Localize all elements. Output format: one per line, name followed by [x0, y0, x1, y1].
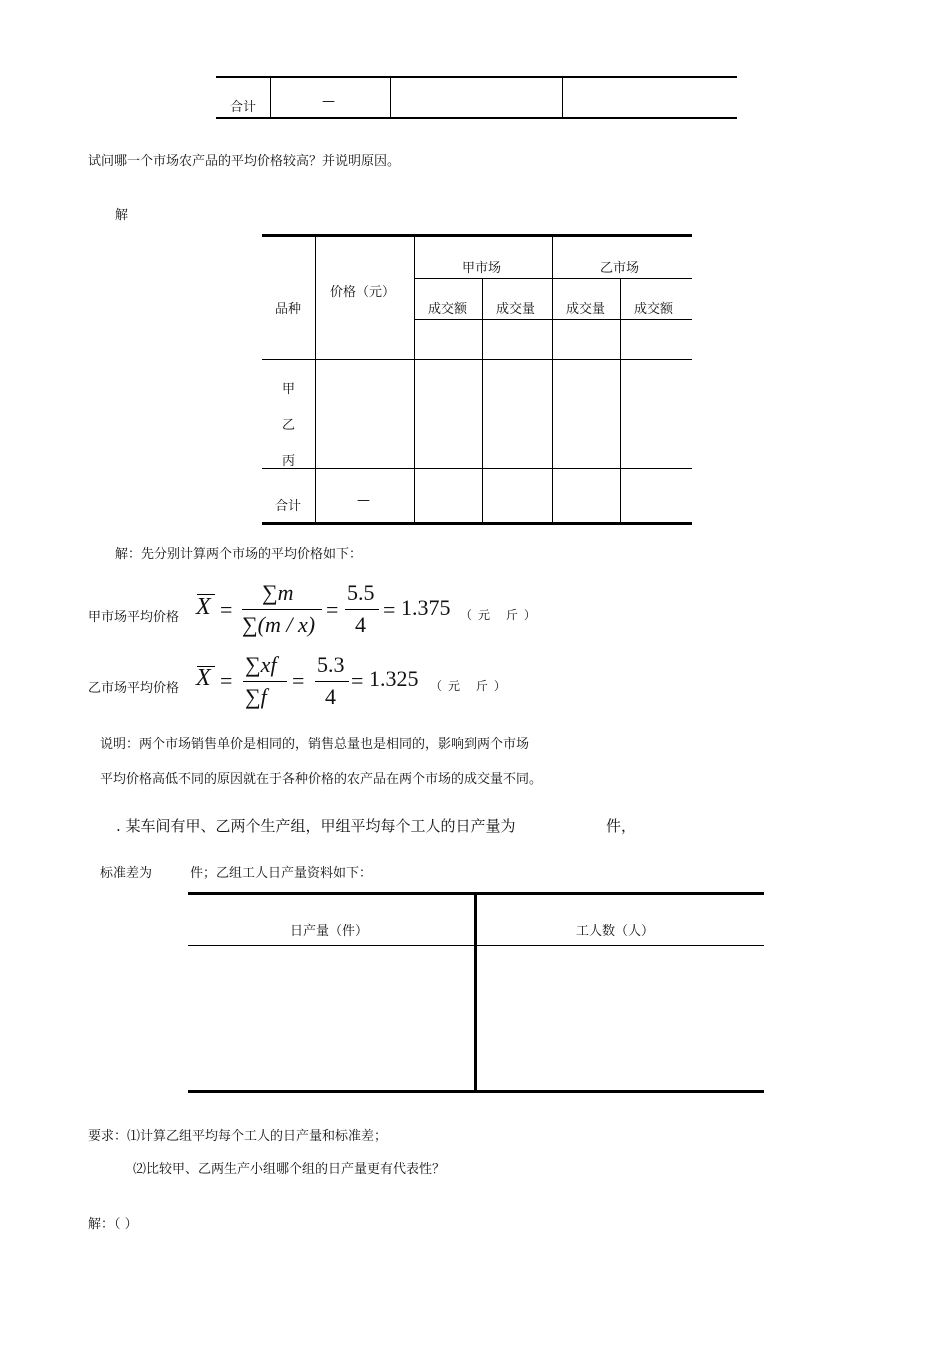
problem-line-2b: 件；乙组工人日产量资料如下： [190, 866, 373, 881]
formula-b-label: 乙市场平均价格 [88, 681, 180, 696]
row-label-yi: 乙 [282, 418, 296, 433]
table2-total-label: 合计 [275, 499, 302, 514]
header-b-volume: 成交量 [566, 302, 606, 317]
header-market-a: 甲市场 [462, 261, 502, 276]
row-label-jia: 甲 [282, 382, 296, 397]
header-b-amount: 成交额 [634, 302, 674, 317]
formula-a-result: 1.375 [401, 595, 451, 620]
explanation-line-1: 说明：两个市场销售单价是相同的，销售总量也是相同的，影响到两个市场 [100, 737, 530, 752]
header-a-amount: 成交额 [428, 302, 468, 317]
header-price: 价格（元） [330, 285, 396, 300]
header-market-b: 乙市场 [600, 261, 640, 276]
formula-b-unit: （元 斤） [430, 679, 512, 693]
solution-intro: 解：先分别计算两个市场的平均价格如下： [115, 547, 363, 562]
formula-b-num1: ∑xf [245, 652, 277, 677]
formula-a-xbar: X [196, 594, 211, 620]
formula-a-unit: （元 斤） [460, 608, 542, 622]
formula-b-den1: ∑f [245, 684, 267, 709]
answer-label: 解：（ ） [88, 1217, 138, 1232]
requirement-1: 要求：⑴计算乙组平均每个工人的日产量和标准差； [88, 1129, 388, 1144]
solution-label: 解 [115, 208, 129, 223]
formula-a-den1: ∑(m / x) [242, 612, 316, 637]
header-worker-count: 工人数（人） [576, 924, 655, 939]
formula-b-xbar: X [196, 665, 211, 691]
header-daily-output: 日产量（件） [290, 924, 369, 939]
header-a-volume: 成交量 [496, 302, 536, 317]
problem-line-1a: . 某车间有甲、乙两个生产组，甲组平均每个工人的日产量为 [116, 817, 516, 835]
explanation-line-2: 平均价格高低不同的原因就在于各种价格的农产品在两个市场的成交量不同。 [100, 772, 543, 787]
formula-a-num2: 5.5 [347, 580, 375, 605]
formula-a-num1: ∑m [262, 580, 294, 605]
requirement-2: ⑵比较甲、乙两生产小组哪个组的日产量更有代表性？ [133, 1162, 446, 1177]
formula-b-result: 1.325 [369, 666, 419, 691]
top-table-total-dash: — [322, 94, 335, 109]
row-label-bing: 丙 [282, 454, 296, 469]
header-variety: 品种 [275, 302, 302, 317]
table2-total-dash: — [357, 493, 370, 508]
top-table-total-label: 合计 [230, 100, 257, 115]
question-text: 试问哪一个市场农产品的平均价格较高？并说明原因。 [88, 154, 401, 169]
formula-b-num2: 5.3 [317, 652, 345, 677]
formula-a-label: 甲市场平均价格 [88, 610, 180, 625]
problem-line-2a: 标准差为 [100, 866, 153, 881]
formula-b-den2: 4 [325, 684, 336, 709]
formula-a-den2: 4 [355, 612, 366, 637]
problem-line-1b: 件， [606, 817, 637, 835]
